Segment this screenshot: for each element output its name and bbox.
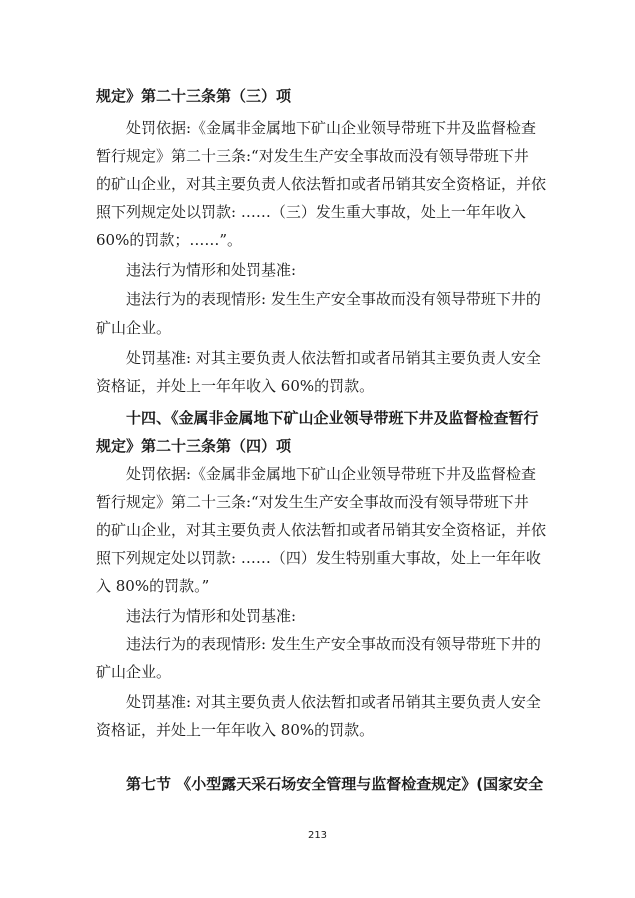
- paragraph-line: 照下列规定处以罚款: ……（三）发生重大事故，处上一年年收入: [96, 203, 526, 221]
- paragraph-line: 暂行规定》第二十三条:“对发生生产安全事故而没有领导带班下井: [96, 147, 529, 165]
- paragraph-line: 违法行为情形和处罚基准:: [126, 261, 297, 279]
- paragraph-line: 处罚基准: 对其主要负责人依法暂扣或者吊销其主要负责人安全: [126, 349, 541, 367]
- paragraph-line: 照下列规定处以罚款: ……（四）发生特别重大事故，处上一年年收: [96, 549, 541, 567]
- section-heading: 规定》第二十三条第（四）项: [96, 437, 292, 455]
- paragraph-line: 违法行为的表现情形: 发生生产安全事故而没有领导带班下井的: [126, 635, 541, 653]
- paragraph-line: 处罚依据:《金属非金属地下矿山企业领导带班下井及监督检查: [126, 119, 537, 137]
- paragraph-line: 处罚依据:《金属非金属地下矿山企业领导带班下井及监督检查: [126, 465, 537, 483]
- section-heading: 十四、《金属非金属地下矿山企业领导带班下井及监督检查暂行: [126, 409, 539, 427]
- paragraph-line: 的矿山企业，对其主要负责人依法暂扣或者吊销其安全资格证，并依: [96, 175, 546, 193]
- paragraph-line: 资格证，并处上一年年收入 60%的罚款。: [96, 377, 375, 395]
- page-number: 213: [307, 830, 328, 841]
- paragraph-line: 入 80%的罚款。”: [96, 577, 210, 595]
- paragraph-line: 处罚基准: 对其主要负责人依法暂扣或者吊销其主要负责人安全: [126, 693, 541, 711]
- paragraph-line: 的矿山企业，对其主要负责人依法暂扣或者吊销其安全资格证，并依: [96, 521, 546, 539]
- paragraph-line: 违法行为的表现情形: 发生生产安全事故而没有领导带班下井的: [126, 290, 541, 308]
- paragraph-line: 暂行规定》第二十三条:“对发生生产安全事故而没有领导带班下井: [96, 493, 529, 511]
- chapter-heading: 第七节 《小型露天采石场安全管理与监督检查规定》(国家安全: [126, 775, 544, 793]
- paragraph-line: 60%的罚款；……”。: [96, 231, 243, 249]
- paragraph-line: 资格证，并处上一年年收入 80%的罚款。: [96, 721, 375, 739]
- paragraph-line: 矿山企业。: [96, 319, 172, 337]
- paragraph-line: 矿山企业。: [96, 663, 172, 681]
- paragraph-line: 违法行为情形和处罚基准:: [126, 607, 297, 625]
- section-title-continued: 规定》第二十三条第（三）项: [96, 87, 292, 105]
